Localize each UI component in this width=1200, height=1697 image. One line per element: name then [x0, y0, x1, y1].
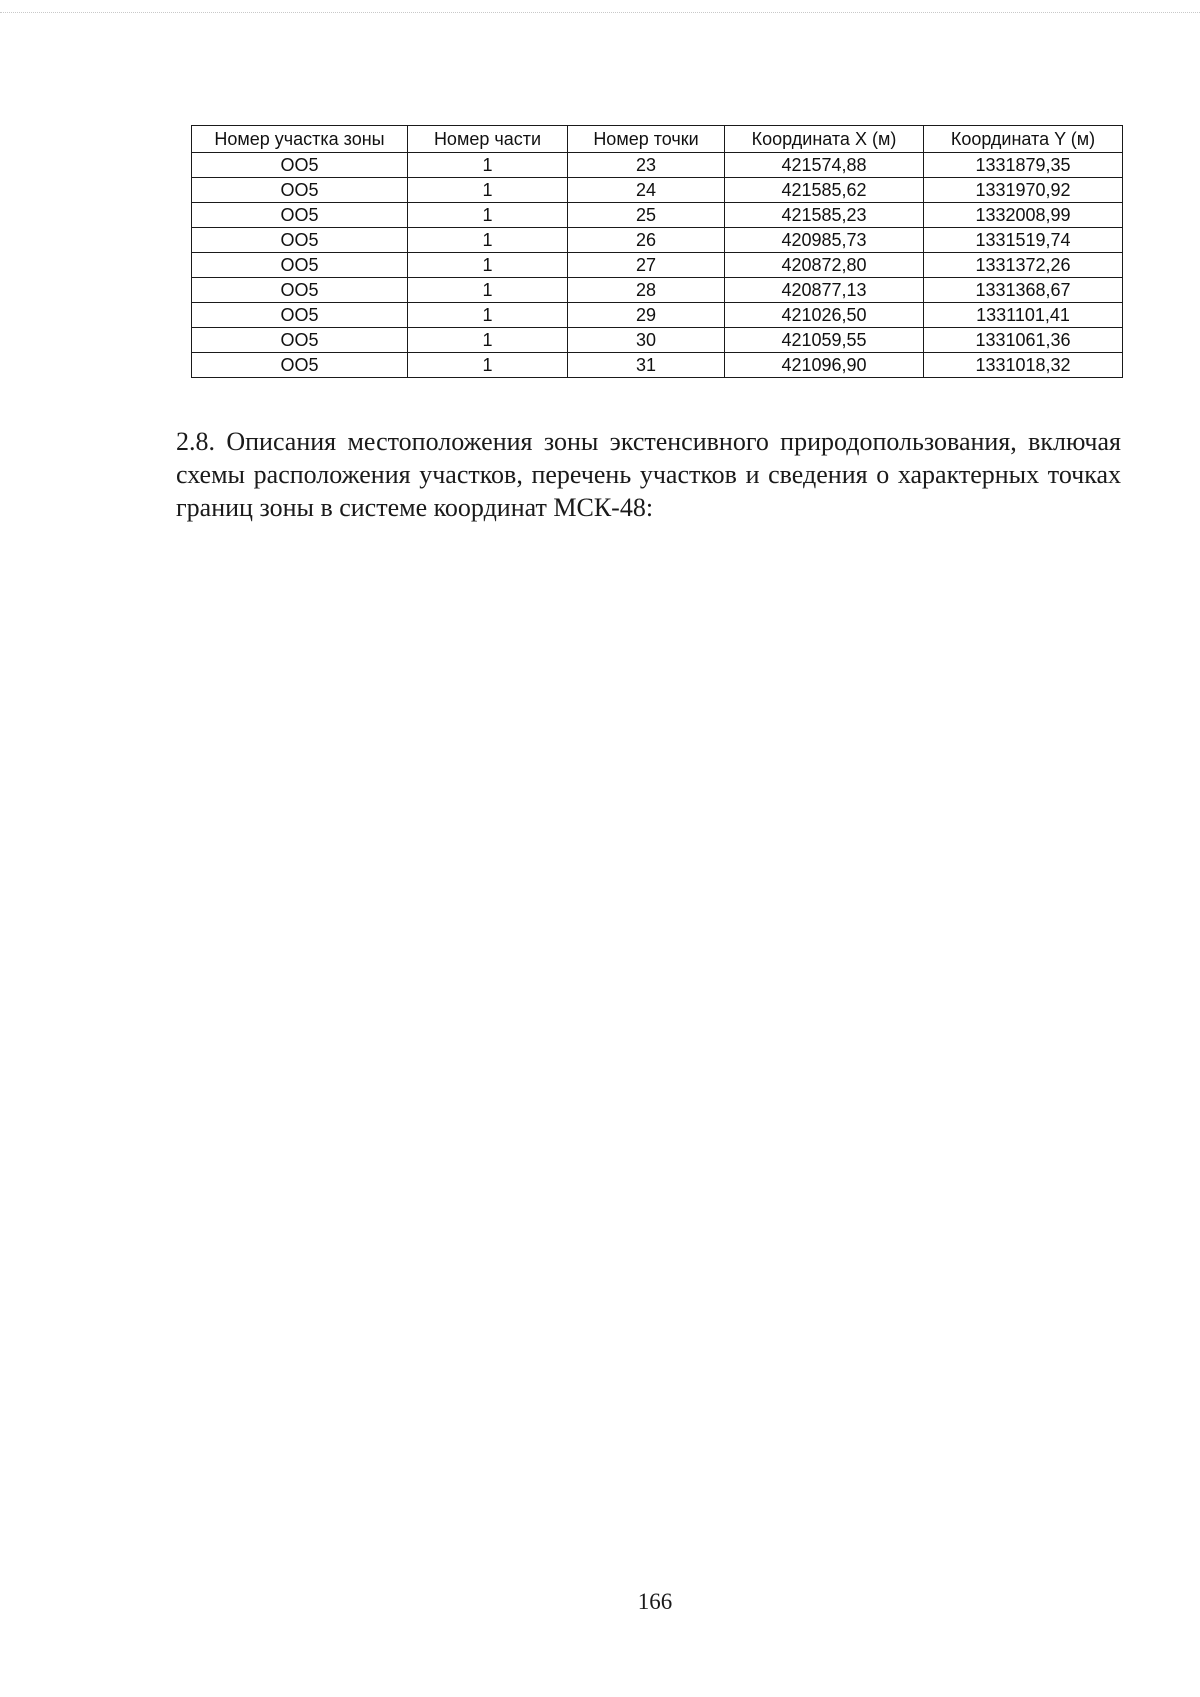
cell-coordinate-x: 421059,55 [725, 328, 924, 353]
coordinates-table [191, 125, 1123, 378]
cell-part-number: 1 [408, 203, 568, 228]
page-number: 166 [637, 1589, 673, 1614]
cell-zone-section: ОО5 [192, 178, 408, 203]
cell-coordinate-y: 1331061,36 [924, 328, 1123, 353]
cell-zone-section: ОО5 [192, 228, 408, 253]
cell-point-number: 30 [568, 328, 725, 353]
cell-coordinate-x: 420985,73 [725, 228, 924, 253]
header-part-number: Номер части [408, 126, 568, 153]
cell-coordinate-y: 1331368,67 [924, 278, 1123, 303]
header-coordinate-x: Координата X (м) [725, 126, 924, 153]
table-row [192, 228, 1123, 253]
cell-part-number: 1 [408, 228, 568, 253]
scan-edge-line [0, 12, 1200, 13]
cell-coordinate-x: 421026,50 [725, 303, 924, 328]
cell-part-number: 1 [408, 328, 568, 353]
section-2-8-paragraph: 2.8. Описания местоположения зоны экстенсивного природопользования, включая схемы расположения участков, перечень участков и сведения о характерных точках границ зоны в системе координат МСК-48: [176, 427, 1121, 522]
cell-zone-section: ОО5 [192, 328, 408, 353]
cell-coordinate-y: 1331372,26 [924, 253, 1123, 278]
table-row [192, 353, 1123, 378]
cell-point-number: 31 [568, 353, 725, 378]
cell-point-number: 25 [568, 203, 725, 228]
cell-point-number: 26 [568, 228, 725, 253]
cell-part-number: 1 [408, 278, 568, 303]
cell-coordinate-y: 1331879,35 [924, 153, 1123, 178]
cell-zone-section: ОО5 [192, 153, 408, 178]
cell-zone-section: ОО5 [192, 203, 408, 228]
cell-part-number: 1 [408, 153, 568, 178]
table-row [192, 253, 1123, 278]
cell-point-number: 27 [568, 253, 725, 278]
cell-coordinate-x: 420877,13 [725, 278, 924, 303]
table-row [192, 153, 1123, 178]
cell-zone-section: ОО5 [192, 253, 408, 278]
cell-coordinate-x: 420872,80 [725, 253, 924, 278]
cell-coordinate-x: 421585,23 [725, 203, 924, 228]
cell-zone-section: ОО5 [192, 278, 408, 303]
header-coordinate-y: Координата Y (м) [924, 126, 1123, 153]
cell-coordinate-y: 1331018,32 [924, 353, 1123, 378]
cell-point-number: 29 [568, 303, 725, 328]
cell-coordinate-y: 1331101,41 [924, 303, 1123, 328]
table-row [192, 178, 1123, 203]
cell-coordinate-x: 421096,90 [725, 353, 924, 378]
cell-coordinate-x: 421585,62 [725, 178, 924, 203]
header-point-number: Номер точки [568, 126, 725, 153]
cell-zone-section: ОО5 [192, 303, 408, 328]
cell-point-number: 24 [568, 178, 725, 203]
cell-zone-section: ОО5 [192, 353, 408, 378]
cell-coordinate-y: 1331519,74 [924, 228, 1123, 253]
cell-part-number: 1 [408, 253, 568, 278]
cell-coordinate-y: 1331970,92 [924, 178, 1123, 203]
table-row [192, 303, 1123, 328]
cell-part-number: 1 [408, 303, 568, 328]
cell-coordinate-x: 421574,88 [725, 153, 924, 178]
table-header-row [192, 126, 1123, 153]
cell-part-number: 1 [408, 178, 568, 203]
cell-coordinate-y: 1332008,99 [924, 203, 1123, 228]
table-row [192, 278, 1123, 303]
cell-point-number: 28 [568, 278, 725, 303]
cell-part-number: 1 [408, 353, 568, 378]
header-zone-section: Номер участка зоны [192, 126, 408, 153]
cell-point-number: 23 [568, 153, 725, 178]
table-row [192, 328, 1123, 353]
table-row [192, 203, 1123, 228]
